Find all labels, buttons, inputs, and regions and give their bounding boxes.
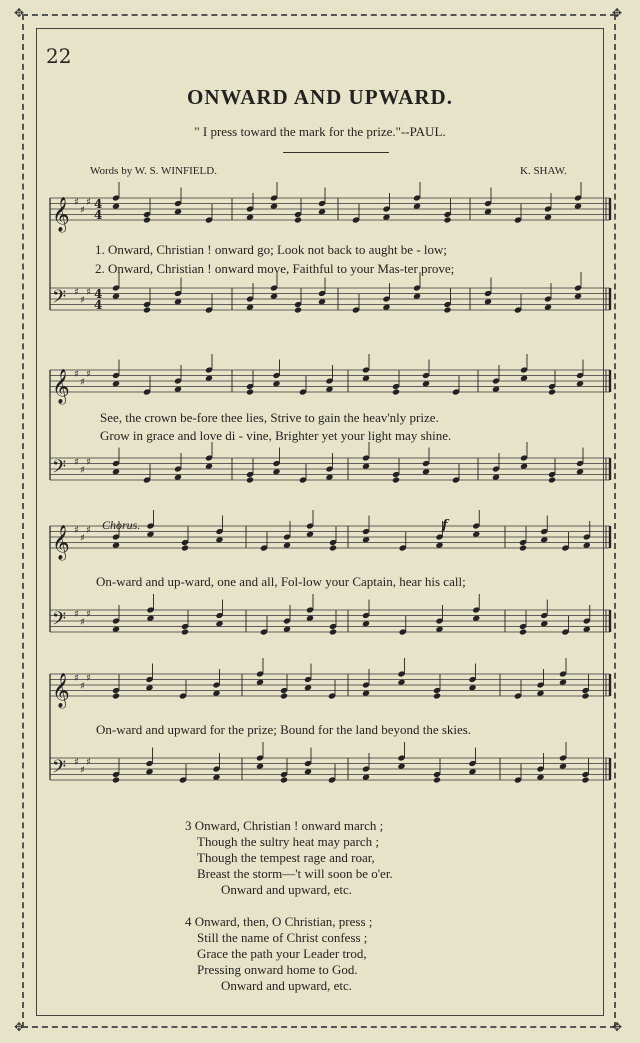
sharp-sign: ♯ (80, 465, 85, 476)
verse-refrain: Onward and upward, etc. (221, 882, 353, 897)
sharp-sign: ♯ (74, 525, 79, 536)
sharp-sign: ♯ (74, 457, 79, 468)
sharp-sign: ♯ (80, 205, 85, 216)
note-head (443, 306, 451, 313)
sharp-sign: ♯ (80, 533, 85, 544)
verse-line: Though the sultry heat may parch ; (197, 834, 379, 849)
sharp-sign: ♯ (86, 197, 91, 208)
corner-ornament: ✥ (612, 1020, 623, 1034)
sharp-sign: ♯ (80, 295, 85, 306)
treble-clef: 𝄞 (52, 369, 70, 404)
epigraph: " I press toward the mark for the prize."--PAUL. (194, 124, 446, 139)
verse-line: Grace the path your Leader trod, (197, 946, 367, 961)
sharp-sign: ♯ (80, 681, 85, 692)
verse-3 (185, 818, 393, 898)
note-head (548, 476, 556, 483)
note-head (392, 388, 400, 395)
sharp-sign: ♯ (80, 765, 85, 776)
lyric-line: 2. Onward, Christian ! onward move, Faithful to your Mas-ter prove; (95, 261, 455, 276)
sharp-sign: ♯ (86, 673, 91, 684)
note-head (280, 692, 288, 699)
page-number: 22 (46, 44, 72, 68)
note-head (581, 776, 589, 783)
note-head (519, 544, 527, 551)
sharp-sign: ♯ (86, 369, 91, 380)
note-head (181, 544, 189, 551)
chorus-label: Chorus. (102, 518, 141, 532)
sharp-sign: ♯ (86, 525, 91, 536)
time-signature-top: 4 (94, 287, 103, 301)
lyric-line: 1. Onward, Christian ! onward go; Look not back to aught be - low; (95, 242, 448, 257)
lyricist-credit: Words by W. S. WINFIELD. (90, 165, 217, 177)
note-head (112, 692, 120, 699)
verse-line: Pressing onward home to God. (197, 962, 358, 977)
note-head (329, 544, 337, 551)
hymn-title: ONWARD AND UPWARD. (187, 85, 453, 109)
note-head (294, 216, 302, 223)
note-head (392, 476, 400, 483)
corner-ornament: ✥ (14, 6, 25, 20)
sharp-sign: ♯ (74, 757, 79, 768)
treble-clef: 𝄞 (52, 197, 70, 232)
note-head (519, 628, 527, 635)
note-head (246, 476, 254, 483)
composer-credit: K. SHAW. (520, 165, 567, 177)
sharp-sign: ♯ (80, 377, 85, 388)
verse-line: 3 Onward, Christian ! onward march ; (185, 818, 384, 833)
bass-clef: 𝄢 (52, 757, 67, 782)
note-head (143, 216, 151, 223)
verse-line: Though the tempest rage and roar, (197, 850, 375, 865)
time-signature-top: 4 (94, 197, 103, 211)
note-head (280, 776, 288, 783)
lyric-line: See, the crown be-fore thee lies, Strive to gain the heav'nly prize. (100, 410, 439, 425)
corner-ornament: ✥ (612, 6, 623, 20)
time-signature-bottom: 4 (94, 298, 103, 312)
treble-clef: 𝄞 (52, 525, 70, 560)
verse-line: Breast the storm—'t will soon be o'er. (197, 866, 393, 881)
note-head (433, 776, 441, 783)
note-head (443, 216, 451, 223)
note-head (112, 776, 120, 783)
note-head (143, 306, 151, 313)
note-head (433, 692, 441, 699)
sharp-sign: ♯ (86, 457, 91, 468)
verse-4 (185, 914, 372, 994)
title-rule (283, 152, 389, 153)
treble-clef: 𝄞 (52, 673, 70, 708)
note-head (548, 388, 556, 395)
sharp-sign: ♯ (74, 673, 79, 684)
forte-marking: f (442, 518, 448, 533)
lyric-line: On-ward and up-ward, one and all, Fol-low your Captain, hear his call; (96, 574, 466, 589)
sharp-sign: ♯ (86, 609, 91, 620)
lyric-line: Grow in grace and love di - vine, Brighter yet your light may shine. (100, 428, 452, 443)
note-head (246, 388, 254, 395)
verse-refrain: Onward and upward, etc. (221, 978, 353, 993)
sharp-sign: ♯ (74, 287, 79, 298)
verse-line: 4 Onward, then, O Christian, press ; (185, 914, 373, 929)
note-head (181, 628, 189, 635)
sharp-sign: ♯ (86, 287, 91, 298)
bass-clef: 𝄢 (52, 609, 67, 634)
sharp-sign: ♯ (80, 617, 85, 628)
sharp-sign: ♯ (74, 197, 79, 208)
note-head (329, 628, 337, 635)
sharp-sign: ♯ (74, 369, 79, 380)
sharp-sign: ♯ (74, 609, 79, 620)
corner-ornament: ✥ (14, 1020, 25, 1034)
bass-clef: 𝄢 (52, 457, 67, 482)
verse-line: Still the name of Christ confess ; (197, 930, 368, 945)
note-head (581, 692, 589, 699)
bass-clef: 𝄢 (52, 287, 67, 312)
time-signature-bottom: 4 (94, 208, 103, 222)
sharp-sign: ♯ (86, 757, 91, 768)
lyric-line: On-ward and upward for the prize; Bound for the land beyond the skies. (96, 722, 472, 737)
note-head (294, 306, 302, 313)
